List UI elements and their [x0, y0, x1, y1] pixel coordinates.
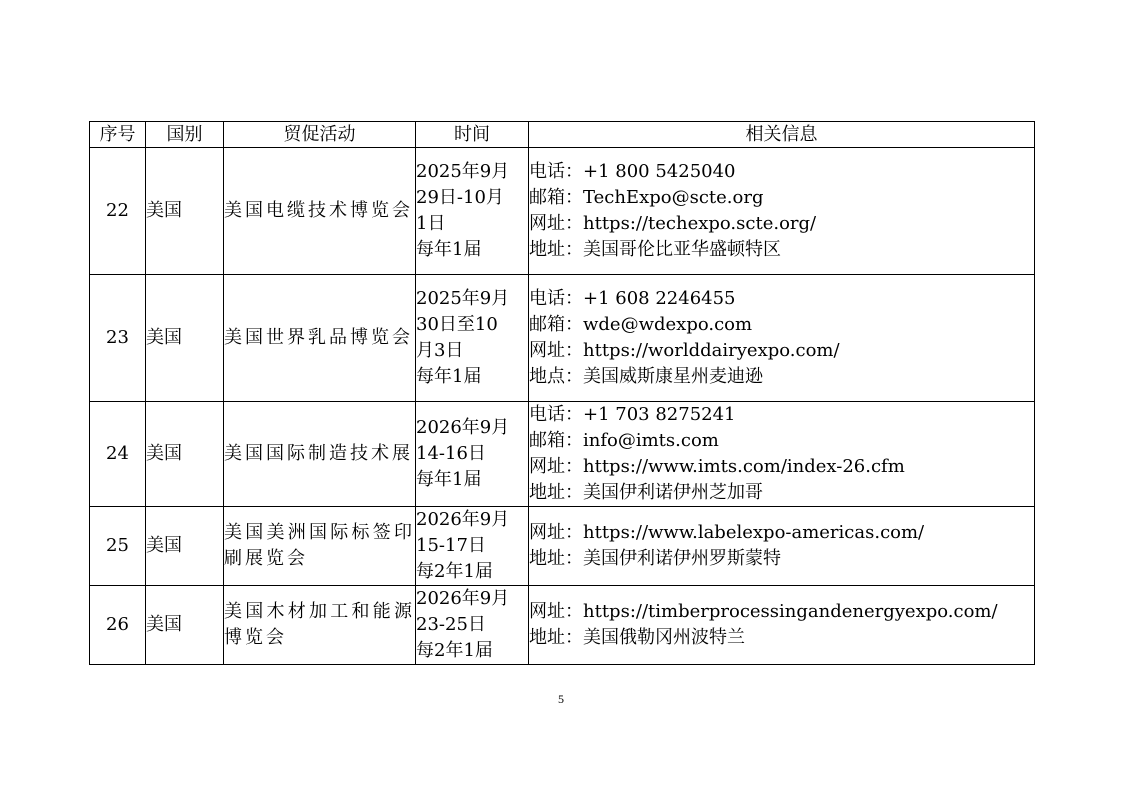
info-website: 网址：https://techexpo.scte.org/ [529, 213, 817, 234]
row-country: 美国 [146, 148, 224, 275]
table-row [90, 586, 1035, 665]
info-website: 网址：https://www.labelexpo-americas.com/ [529, 522, 925, 543]
row-number: 22 [90, 148, 146, 275]
info-website: 网址：https://timberprocessingandenergyexpo.com/ [529, 601, 998, 622]
row-country: 美国 [146, 507, 224, 586]
time-line: 15-17日 [416, 535, 486, 556]
row-info [529, 586, 1035, 665]
row-time [416, 507, 529, 586]
row-activity: 美国木材加工和能源博览会 [224, 586, 416, 665]
time-line: 每2年1届 [416, 640, 493, 661]
header-info: 相关信息 [529, 122, 1035, 148]
row-country: 美国 [146, 402, 224, 507]
row-number: 23 [90, 275, 146, 402]
time-line: 2026年9月 [416, 417, 510, 438]
row-country: 美国 [146, 275, 224, 402]
info-address: 地址：美国哥伦比亚华盛顿特区 [529, 239, 781, 260]
table-row [90, 507, 1035, 586]
time-line: 2026年9月 [416, 588, 510, 609]
row-activity: 美国世界乳品博览会 [224, 275, 416, 402]
info-website: 网址：https://worlddairyexpo.com/ [529, 340, 840, 361]
time-line: 23-25日 [416, 614, 486, 635]
table-header-row [90, 122, 1035, 148]
info-email: 邮箱：TechExpo@scte.org [529, 187, 764, 208]
time-line: 每年1届 [416, 366, 482, 387]
info-address: 地址：美国俄勒冈州波特兰 [529, 627, 745, 648]
time-line: 2025年9月 [416, 288, 510, 309]
info-address: 地址：美国伊利诺伊州芝加哥 [529, 482, 763, 503]
time-line: 每年1届 [416, 469, 482, 490]
info-phone: 电话：+1 800 5425040 [529, 161, 736, 182]
row-info [529, 148, 1035, 275]
header-activity: 贸促活动 [224, 122, 416, 148]
row-activity: 美国电缆技术博览会 [224, 148, 416, 275]
row-number: 26 [90, 586, 146, 665]
row-number: 25 [90, 507, 146, 586]
header-no: 序号 [90, 122, 146, 148]
row-activity: 美国国际制造技术展 [224, 402, 416, 507]
row-time [416, 148, 529, 275]
table-row [90, 148, 1035, 275]
row-time [416, 402, 529, 507]
time-line: 1日 [416, 213, 446, 234]
row-time [416, 586, 529, 665]
time-line: 29日-10月 [416, 187, 504, 208]
row-time [416, 275, 529, 402]
row-country: 美国 [146, 586, 224, 665]
row-info [529, 275, 1035, 402]
info-address: 地点：美国威斯康星州麦迪逊 [529, 366, 763, 387]
page-number: 5 [558, 692, 564, 706]
header-time: 时间 [416, 122, 529, 148]
header-country: 国别 [146, 122, 224, 148]
row-activity: 美国美洲国际标签印刷展览会 [224, 507, 416, 586]
row-info [529, 402, 1035, 507]
info-email: 邮箱：wde@wdexpo.com [529, 314, 753, 335]
table-row [90, 275, 1035, 402]
time-line: 2025年9月 [416, 161, 510, 182]
row-info [529, 507, 1035, 586]
row-number: 24 [90, 402, 146, 507]
expo-table [89, 121, 1035, 665]
info-email: 邮箱：info@imts.com [529, 430, 719, 451]
time-line: 每2年1届 [416, 561, 493, 582]
table-row [90, 402, 1035, 507]
time-line: 30日至10 [416, 314, 498, 335]
time-line: 月3日 [416, 340, 464, 361]
info-website: 网址：https://www.imts.com/index-26.cfm [529, 456, 905, 477]
info-phone: 电话：+1 608 2246455 [529, 288, 736, 309]
time-line: 每年1届 [416, 239, 482, 260]
time-line: 2026年9月 [416, 509, 510, 530]
time-line: 14-16日 [416, 443, 486, 464]
info-phone: 电话：+1 703 8275241 [529, 404, 736, 425]
info-address: 地址：美国伊利诺伊州罗斯蒙特 [529, 548, 781, 569]
